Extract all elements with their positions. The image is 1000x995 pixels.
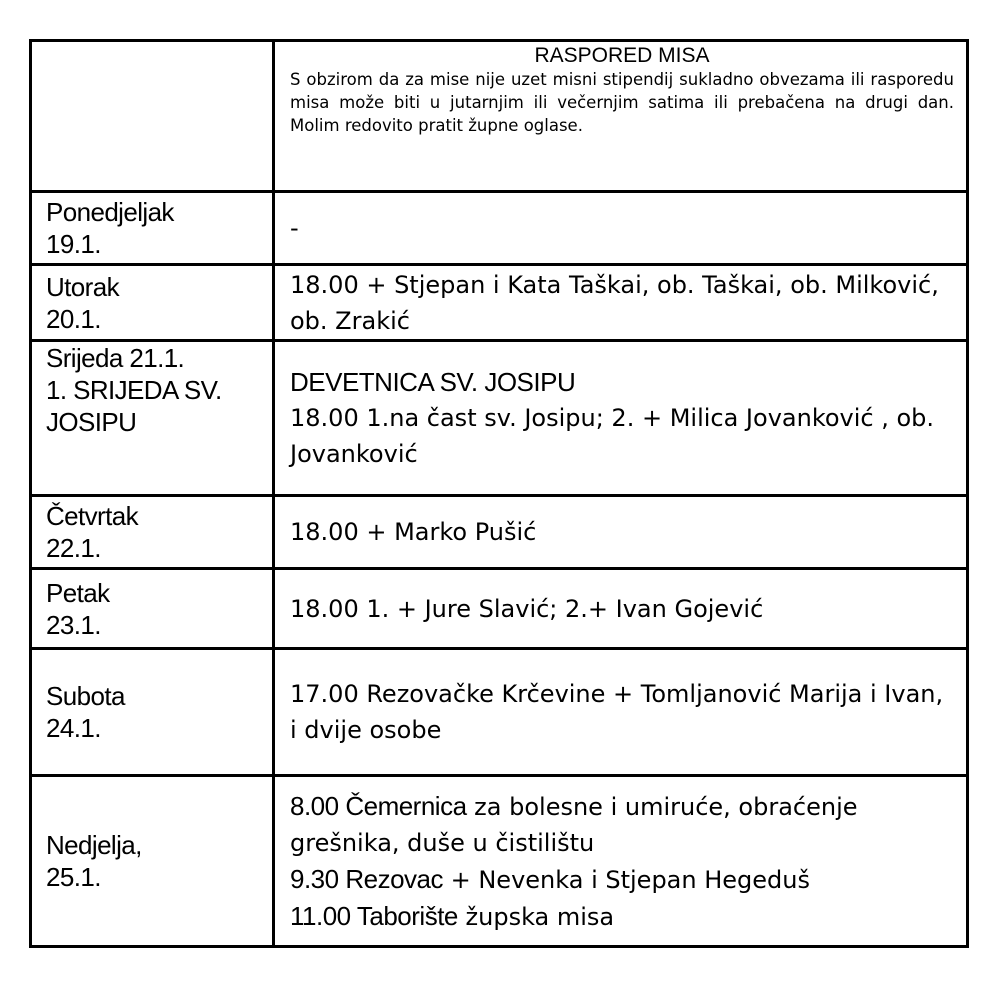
- mass-cell: 18.00 + Marko Pušić: [274, 496, 968, 569]
- header-row: [31, 41, 968, 192]
- mass-cell: [274, 341, 968, 496]
- day-cell: [31, 192, 274, 265]
- table-row: [31, 265, 968, 341]
- date-label: 24.1.: [46, 713, 101, 743]
- schedule-note: S obzirom da za mise nije uzet misni stipendij sukladno obvezama ili rasporedu misa može biti u jutarnjim ili večernjim satima ili prebačena na drugi dan. Molim redovito pratit župne oglase.: [290, 70, 954, 135]
- day-cell: [31, 265, 274, 341]
- day-label: Nedjelja,: [46, 830, 142, 860]
- table-row: [31, 649, 968, 776]
- mass-cell: 18.00 + Stjepan i Kata Taškai, ob. Taškai, ob. Milković, ob. Zrakić: [274, 265, 968, 341]
- mass-intent: župska misa: [457, 902, 615, 931]
- mass-entry: [290, 898, 954, 935]
- table-row: [31, 496, 968, 569]
- mass-place: 11.00 Taborište: [290, 900, 458, 931]
- date-label: 19.1.: [46, 229, 101, 259]
- header-cell: [274, 41, 968, 192]
- empty-cell: [31, 41, 274, 192]
- table-row: [31, 192, 968, 265]
- day-label: Subota: [46, 681, 125, 711]
- date-label: 22.1.: [46, 533, 101, 563]
- mass-entry: [290, 861, 954, 898]
- mass-place: 8.00 Čemernica: [290, 790, 467, 821]
- day-cell: [31, 776, 274, 947]
- date-label: 1. SRIJEDA SV. JOSIPU: [46, 375, 222, 437]
- mass-intent: za bolesne i umiruće, obraćenje grešnika, duše u čistilištu: [290, 792, 858, 857]
- day-label: Četvrtak: [46, 501, 139, 531]
- date-label: 20.1.: [46, 303, 101, 334]
- day-label: Srijeda 21.1.: [46, 343, 185, 373]
- schedule-title: RASPORED MISA: [534, 44, 710, 67]
- table-row: [31, 569, 968, 649]
- day-cell: [31, 341, 274, 496]
- mass-intent: + Nevenka i Stjepan Hegeduš: [442, 865, 810, 894]
- mass-schedule-table: [29, 39, 969, 948]
- day-label: Petak: [46, 577, 110, 608]
- table-row: [31, 776, 968, 947]
- day-cell: [31, 649, 274, 776]
- mass-cell: [274, 776, 968, 947]
- mass-place: 9.30 Rezovac: [290, 863, 443, 894]
- table-row: [31, 341, 968, 496]
- novena-heading: DEVETNICA SV. JOSIPU: [290, 367, 576, 397]
- date-label: 23.1.: [46, 609, 101, 640]
- mass-cell: 17.00 Rezovačke Krčevine + Tomljanović Marija i Ivan, i dvije osobe: [274, 649, 968, 776]
- day-label: Ponedjeljak: [46, 197, 174, 227]
- mass-cell: 18.00 1. + Jure Slavić; 2.+ Ivan Gojević: [274, 569, 968, 649]
- day-label: Utorak: [46, 271, 119, 302]
- mass-text: 18.00 1.na čast sv. Josipu; 2. + Milica Jovanković , ob. Jovanković: [290, 404, 935, 468]
- mass-cell: -: [274, 192, 968, 265]
- mass-entry: [290, 788, 954, 861]
- day-cell: [31, 569, 274, 649]
- date-label: 25.1.: [46, 862, 101, 892]
- day-cell: [31, 496, 274, 569]
